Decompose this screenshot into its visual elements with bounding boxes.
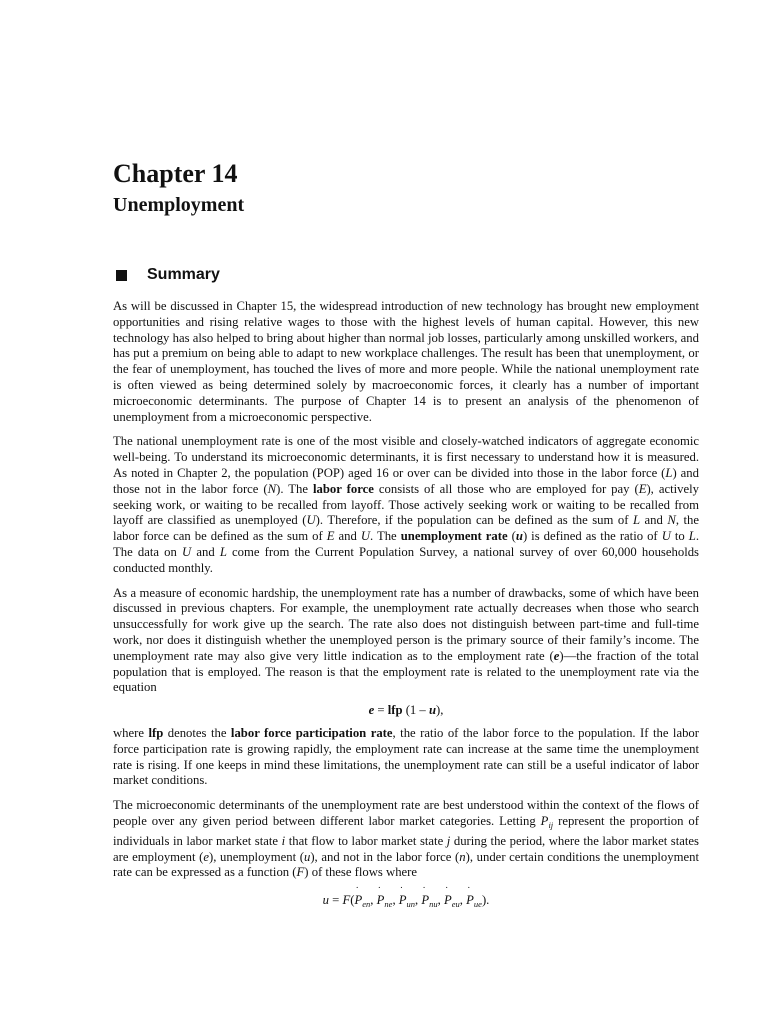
- var-j: j: [446, 833, 451, 848]
- text-run: )—the fraction of the total population that is employed. The reason is that the employment rate is related to the unemployment rate via the equation: [113, 648, 699, 695]
- section-heading: [113, 264, 220, 286]
- var-u: u: [515, 529, 523, 544]
- text-run: (: [507, 529, 516, 544]
- eq-var-P: P: [466, 893, 474, 908]
- paragraph-3: [113, 586, 699, 697]
- var-e: e: [553, 648, 560, 663]
- equation-unemployment-flows: [113, 893, 699, 913]
- flow-term: [377, 893, 393, 913]
- var-n: n: [459, 849, 466, 864]
- text-run: that flow to labor market state: [285, 833, 447, 848]
- flow-term: [466, 893, 482, 913]
- text-run: ), under certain conditions the unemployment rate can be expressed as a function (: [113, 849, 699, 880]
- text-run: . The: [370, 529, 401, 544]
- eq-var-P: P: [398, 893, 407, 908]
- text-run: during the period, where the labor market states are employment (: [113, 833, 699, 864]
- var-E: E: [638, 481, 647, 496]
- text-run: where: [113, 725, 149, 740]
- square-bullet-icon: [116, 270, 127, 281]
- text-run: The microeconomic determinants of the unemployment rate are best understood within the context of the flows of people over any given period between different labor market categories. Letting: [113, 798, 699, 828]
- var-U: U: [182, 544, 192, 559]
- term-unemployment-rate: unemployment rate: [400, 529, 508, 544]
- text-run: ), unemployment (: [209, 849, 304, 864]
- text-run: As a measure of economic hardship, the unemployment rate has a number of drawbacks, some of which have been discussed in previous chapters. For example, the unemployment rate actually decreases when those who search unsuccessfully for work give up the search. The rate also does not distinguish between part-time and full-time work, nor does it distinguish whether the unemployed person is the primary source of their family’s income. The unemployment rate may also give very little indication as to the employment rate (: [113, 585, 699, 663]
- text-run: come from the Current Population Survey, a national survey of over 60,000 households conducted monthly.: [113, 544, 699, 575]
- paragraph-4: [113, 726, 699, 789]
- term-labor-force: labor force: [312, 481, 374, 496]
- paragraph-2: [113, 434, 699, 576]
- var-N: N: [667, 513, 676, 528]
- text-run: ) of these flows where: [304, 865, 418, 880]
- subscript: ne: [384, 899, 393, 910]
- var-e: e: [203, 849, 210, 864]
- eq-var-u: u: [322, 893, 329, 908]
- section-heading-label: Summary: [147, 266, 220, 283]
- text-run: ). The: [276, 481, 313, 496]
- paragraph-1: As will be discussed in Chapter 15, the widespread introduction of new technology has brought new employment opportunities and rising relative wages to those with the highest levels of human capital. However, this new technology has also helped to bring about higher than normal job losses, particularly among unskilled workers, and has put a premium on being able to adapt to new workplace challenges. The result has been that unemployment, or the fear of unemployment, has touched the lives of more and more people. While the national unemployment rate is often viewed as being determined solely by macroeconomic forces, it clearly has a number of important microeconomic determinants. The purpose of Chapter 14 is to present an analysis of the phenomenon of unemployment from a microeconomic perspective.: [113, 299, 699, 424]
- term-lfp: lfp: [148, 725, 164, 740]
- flow-term: [444, 893, 460, 913]
- text-run: The national unemployment rate is one of the most visible and closely-watched indicators of aggregate economic well-being. To understand its microeconomic determinants, it is first necessary to understand how it is measured. As noted in Chapter 2, the population (POP) aged 16 or over can be divided into those in the labor force (: [113, 434, 699, 480]
- eq-var-u: u: [428, 703, 437, 718]
- eq-sep: ,: [437, 893, 444, 908]
- eq-sep: ,: [415, 893, 422, 908]
- var-L: L: [688, 529, 696, 544]
- chapter-number: Chapter 14: [113, 159, 238, 188]
- text-run: , the ratio of the labor force to the population. If the labor force participation rate is growing rapidly, the employment rate can increase at the same time the unemployment rate is rising. If one keeps in mind these limitations, the unemployment rate can still be a useful indicator of labor market conditions.: [113, 725, 699, 788]
- eq-var-e: e: [368, 703, 375, 718]
- text-run: , the labor force can be defined as the sum of: [113, 513, 699, 544]
- eq-op: ).: [481, 893, 490, 908]
- text-run: and: [640, 513, 668, 528]
- text-run: and: [334, 529, 361, 544]
- equation-employment-rate: [113, 703, 699, 719]
- var-L: L: [632, 513, 641, 528]
- text-run: and: [191, 544, 220, 559]
- var-N: N: [267, 481, 277, 496]
- text-run: . The data on: [113, 529, 699, 559]
- body-text: [113, 299, 699, 913]
- subscript: en: [362, 899, 371, 910]
- subscript: nu: [429, 899, 438, 910]
- text-run: to: [670, 529, 689, 544]
- var-L: L: [219, 544, 227, 559]
- eq-var-P: P: [421, 893, 430, 908]
- text-run: consists of all those who are employed for pay (: [373, 481, 639, 496]
- var-L: L: [665, 465, 673, 480]
- eq-op: =: [329, 893, 343, 908]
- var-u: u: [303, 849, 311, 864]
- subscript: un: [406, 899, 416, 910]
- text-run: ) and those not in the labor force (: [113, 465, 699, 496]
- var-U: U: [306, 513, 316, 528]
- text-run: ) is defined as the ratio of: [522, 529, 662, 544]
- var-P: P: [540, 813, 549, 828]
- eq-op: =: [374, 703, 388, 718]
- text-run: ). Therefore, if the population can be defined as the sum of: [315, 513, 633, 528]
- var-F: F: [296, 865, 305, 880]
- subscript-ij: ij: [548, 819, 554, 830]
- eq-var-P: P: [354, 893, 363, 908]
- eq-var-lfp: lfp: [387, 703, 403, 718]
- text-run: ), actively seeking work, or waiting to be recalled from layoff. Those actively seeking work or waiting to be recalled from layoff are classified as unemployed (: [113, 481, 699, 528]
- chapter-title: Unemployment: [113, 194, 245, 216]
- eq-var-F: F: [342, 893, 351, 908]
- subscript: ue: [473, 899, 482, 910]
- eq-op: ),: [436, 703, 444, 718]
- eq-var-P: P: [444, 893, 452, 908]
- term-labor-force-participation-rate: labor force participation rate: [230, 725, 393, 740]
- eq-op: (1 –: [402, 703, 429, 718]
- eq-sep: ,: [392, 893, 399, 908]
- text-run: represent the proportion of individuals in labor market state: [113, 813, 699, 848]
- eq-op: (: [350, 893, 355, 908]
- eq-var-P: P: [376, 893, 385, 908]
- var-i: i: [281, 833, 286, 848]
- paragraph-5: [113, 798, 699, 881]
- flow-term: [355, 893, 371, 913]
- subscript: eu: [451, 899, 460, 910]
- var-U: U: [661, 529, 671, 544]
- var-E: E: [326, 529, 335, 544]
- flow-term: [399, 893, 415, 913]
- eq-sep: ,: [459, 893, 467, 908]
- flow-term: [421, 893, 437, 913]
- eq-sep: ,: [370, 893, 377, 908]
- var-U: U: [360, 529, 370, 544]
- text-run: ), and not in the labor force (: [310, 849, 460, 864]
- text-run: denotes the: [163, 725, 231, 740]
